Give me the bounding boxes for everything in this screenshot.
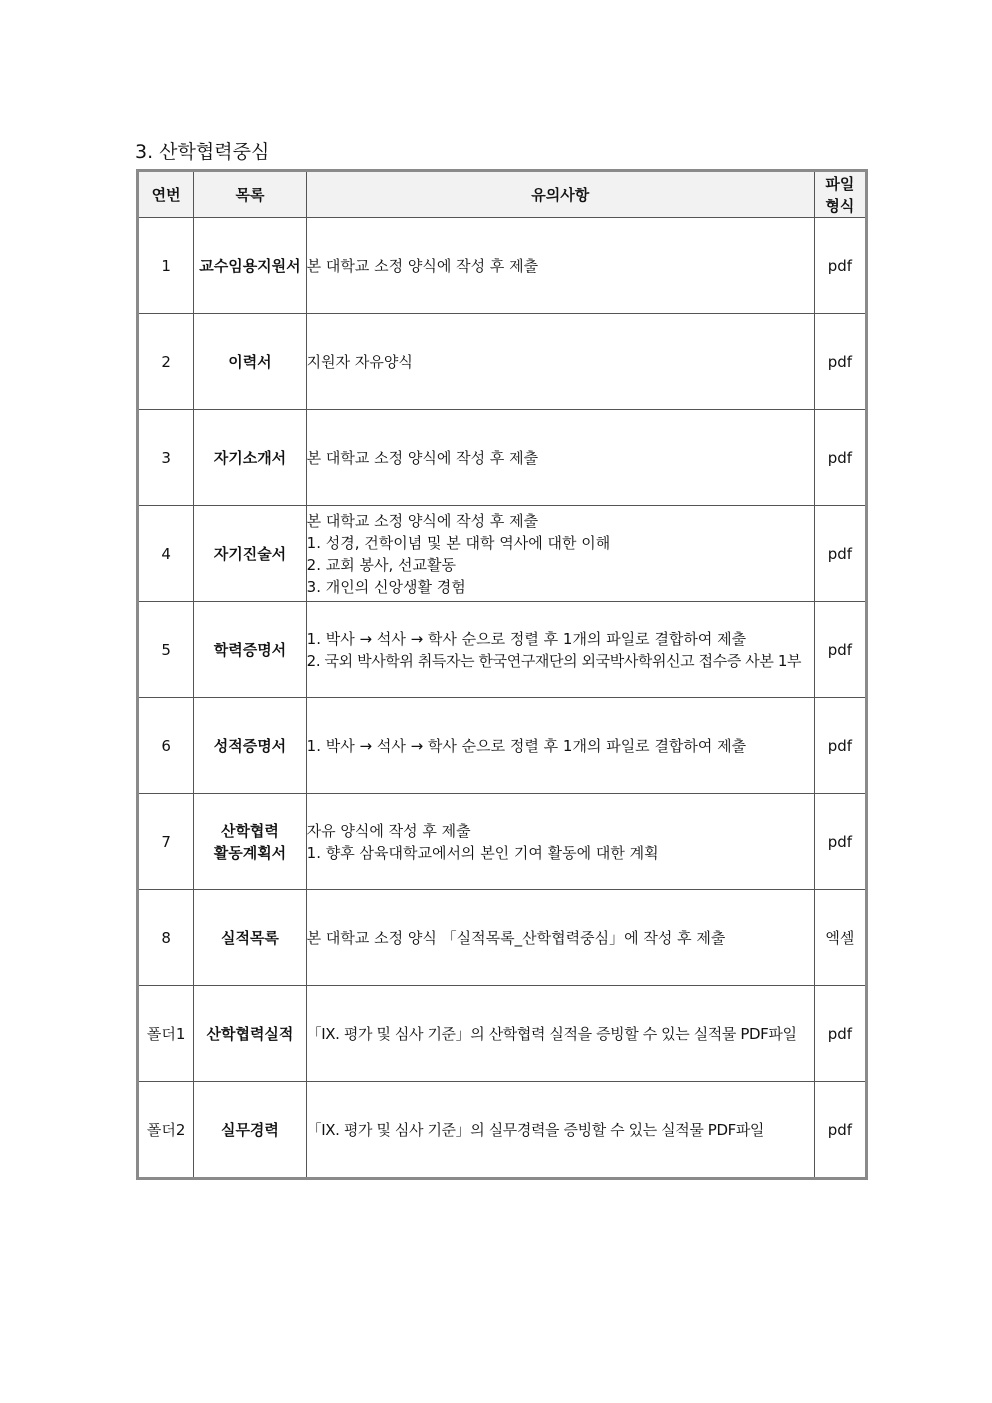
row-number: 폴더1 [138, 986, 194, 1082]
table-body [138, 218, 867, 1179]
file-format: pdf [814, 986, 866, 1082]
note-line: 1. 박사 → 석사 → 학사 순으로 정렬 후 1개의 파일로 결합하여 제출 [306, 736, 747, 755]
note-line: 「IX. 평가 및 심사 기준」의 실무경력을 증빙할 수 있는 실적물 PDF파일 [306, 1120, 765, 1139]
table-row [138, 314, 867, 410]
note-line: 1. 박사 → 석사 → 학사 순으로 정렬 후 1개의 파일로 결합하여 제출 [306, 629, 747, 648]
document-name-line: 산학협력실적 [206, 1024, 294, 1043]
header-format-line: 파일 [825, 174, 855, 193]
note-line: 2. 국외 박사학위 취득자는 한국연구재단의 외국박사학위신고 접수증 사본 1부 [306, 651, 802, 670]
document-name-line: 산학협력 [220, 821, 279, 840]
document-name [194, 410, 306, 506]
note-cell [306, 314, 814, 410]
note-line: 1. 성경, 건학이념 및 본 대학 역사에 대한 이해 [306, 533, 611, 552]
section-title: 3. 산학협력중심 [135, 141, 270, 163]
table-row [138, 602, 867, 698]
document-name-line: 성적증명서 [213, 736, 287, 755]
file-format: pdf [814, 314, 866, 410]
file-format: pdf [814, 506, 866, 602]
header-name: 목록 [194, 171, 306, 218]
file-format: pdf [814, 1082, 866, 1179]
file-format: 엑셀 [814, 890, 866, 986]
table-row [138, 506, 867, 602]
note-cell [306, 794, 814, 890]
row-number: 3 [138, 410, 194, 506]
document-name [194, 602, 306, 698]
row-number: 7 [138, 794, 194, 890]
note-cell [306, 410, 814, 506]
table-row [138, 1082, 867, 1179]
document-name-line: 교수임용지원서 [199, 256, 301, 275]
document-name-line: 자기소개서 [213, 448, 287, 467]
document-name [194, 890, 306, 986]
header-no: 연번 [138, 171, 194, 218]
file-format: pdf [814, 218, 866, 314]
file-format: pdf [814, 602, 866, 698]
header-format-line: 형식 [825, 196, 855, 215]
note-line: 2. 교회 봉사, 선교활동 [306, 555, 456, 574]
note-cell [306, 1082, 814, 1179]
document-table [136, 169, 868, 1180]
note-line: 「IX. 평가 및 심사 기준」의 산학협력 실적을 증빙할 수 있는 실적물 PDF파일 [306, 1024, 797, 1043]
note-line: 본 대학교 소정 양식 「실적목록_산학협력중심」에 작성 후 제출 [306, 928, 726, 947]
document-name [194, 1082, 306, 1179]
row-number: 6 [138, 698, 194, 794]
file-format: pdf [814, 794, 866, 890]
note-cell [306, 986, 814, 1082]
document-name-line: 실무경력 [220, 1120, 279, 1139]
header-note: 유의사항 [306, 171, 814, 218]
table-row [138, 890, 867, 986]
header-format [814, 171, 866, 218]
table-row [138, 986, 867, 1082]
table-row [138, 698, 867, 794]
document-name-line: 이력서 [228, 352, 272, 371]
document-name-line: 학력증명서 [213, 640, 287, 659]
row-number: 8 [138, 890, 194, 986]
table-row [138, 410, 867, 506]
document-name [194, 986, 306, 1082]
note-cell [306, 698, 814, 794]
file-format: pdf [814, 698, 866, 794]
note-line: 지원자 자유양식 [306, 352, 413, 371]
document-name [194, 698, 306, 794]
row-number: 4 [138, 506, 194, 602]
document-name [194, 794, 306, 890]
document-name-line: 실적목록 [220, 928, 279, 947]
note-line: 본 대학교 소정 양식에 작성 후 제출 [306, 448, 539, 467]
note-cell [306, 218, 814, 314]
note-cell [306, 506, 814, 602]
note-line: 본 대학교 소정 양식에 작성 후 제출 [306, 256, 539, 275]
row-number: 1 [138, 218, 194, 314]
note-cell [306, 602, 814, 698]
note-line: 자유 양식에 작성 후 제출 [306, 821, 471, 840]
document-name-line: 자기진술서 [213, 544, 287, 563]
table-row [138, 218, 867, 314]
note-line: 3. 개인의 신앙생활 경험 [306, 577, 466, 596]
document-name [194, 506, 306, 602]
note-cell [306, 890, 814, 986]
note-line: 1. 향후 삼육대학교에서의 본인 기여 활동에 대한 계획 [306, 843, 659, 862]
table-header-row [138, 171, 867, 218]
row-number: 5 [138, 602, 194, 698]
row-number: 폴더2 [138, 1082, 194, 1179]
document-name [194, 218, 306, 314]
table-row [138, 794, 867, 890]
document-name-line: 활동계획서 [213, 843, 287, 862]
document-name [194, 314, 306, 410]
file-format: pdf [814, 410, 866, 506]
note-line: 본 대학교 소정 양식에 작성 후 제출 [306, 511, 539, 530]
row-number: 2 [138, 314, 194, 410]
